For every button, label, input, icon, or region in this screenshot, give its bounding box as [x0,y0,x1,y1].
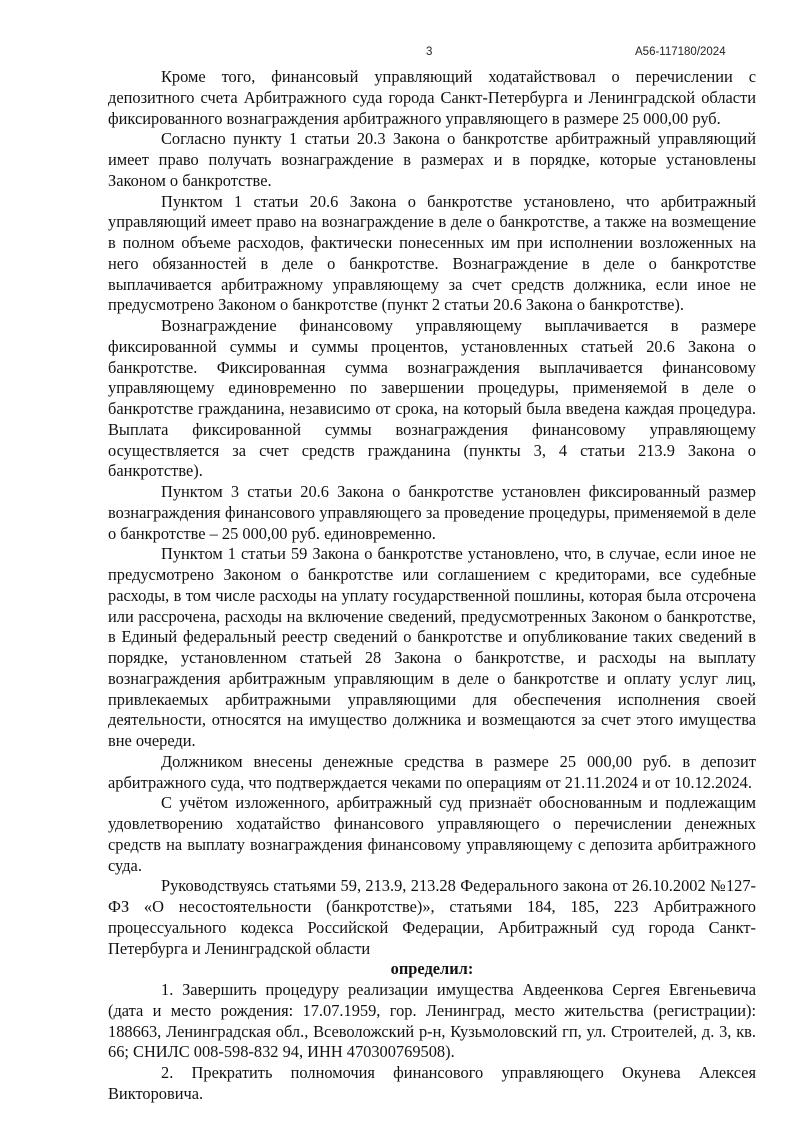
paragraph-deposit: Должником внесены денежные средства в размере 25 000,00 руб. в депозит арбитражного суда, что подтверждается чеками по операциям от 21.11.2024 и от 10.12.2024. [108,751,756,792]
ruling-item-1: 1. Завершить процедуру реализации имущества Авдеенкова Сергея Евгеньевича (дата и место рождения: 17.07.1959, гор. Ленинград, место жительства (регистрации): 188663, Ленинградская обл., Всеволожский р-н, Кузьмоловский гп, ул. Строителей, д. 3, кв. 66; СНИЛС 008-598-832 94, ИНН 470300769508). [108,980,756,1062]
page-header [0,46,800,66]
paragraph-fee-request: Кроме того, финансовый управляющий ходатайствовал о перечислении с депозитного счета Арбитражного суда города Санкт-Петербурга и Ленинградской области фиксированного вознаграждения арбитражного управляющего в размере 25 000,00 руб. [108,67,756,128]
paragraph-article-59: Пунктом 1 статьи 59 Закона о банкротстве установлено, что, в случае, если иное не предусмотрено Законом о банкротстве или соглашением с кредиторами, все судебные расходы, в том числе расходы на уплату государственной пошлины, которая была отсрочена или рассрочена, расходы на включение сведений, предусмотренных Законом о банкротстве, в Единый федеральный реестр сведений о банкротстве и опубликование таких сведений в порядке, установленном статьей 28 Закона о банкротстве, и расходы на выплату вознаграждения арбитражным управляющим в деле о банкротстве и оплату услуг лиц, привлекаемых арбитражными управляющими для обеспечения исполнения своей деятельности, относятся на имущество должника и возмещаются за счет этого имущества вне очереди. [108,544,756,750]
paragraph-article-20-6-p1: Пунктом 1 статьи 20.6 Закона о банкротстве установлено, что арбитражный управляющий имеет право на вознаграждение в деле о банкротстве, а также на возмещение в полном объеме расходов, фактически понесенных им при исполнении возложенных на него обязанностей в деле о банкротстве. Вознаграждение в деле о банкротстве выплачивается арбитражному управляющему за счет средств должника, если иное не предусмотрено Законом о банкротстве (пункт 2 статьи 20.6 Закона о банкротстве). [108,191,756,315]
paragraph-article-20-6-p3: Пунктом 3 статьи 20.6 Закона о банкротстве установлен фиксированный размер вознаграждения финансового управляющего за проведение процедуры, применяемой в деле о банкротстве – 25 000,00 руб. единовременно. [108,482,756,543]
paragraph-legal-basis: Руководствуясь статьями 59, 213.9, 213.28 Федерального закона от 26.10.2002 №127-ФЗ «О несостоятельности (банкротстве)», статьями 184, 185, 223 Арбитражного процессуального кодекса Российской Федерации, Арбитражный суд города Санкт-Петербурга и Ленинградской области [108,876,756,958]
paragraph-court-conclusion: С учётом изложенного, арбитражный суд признаёт обоснованным и подлежащим удовлетворению ходатайство финансового управляющего о перечислении денежных средств на выплату вознаграждения финансовому управляющему с депозита арбитражного суда. [108,793,756,875]
document-body [108,67,756,1105]
ruling-heading: определил: [390,959,474,979]
paragraph-fee-composition: Вознаграждение финансовому управляющему выплачивается в размере фиксированной суммы и суммы процентов, установленных статьей 20.6 Закона о банкротстве. Фиксированная сумма вознаграждения выплачивается финансовому управляющему единовременно по завершении процедуры, применяемой в деле о банкротстве гражданина, независимо от срока, на который была введена каждая процедура. Выплата фиксированной суммы вознаграждения финансовому управляющему осуществляется за счет средств гражданина (пункты 3, 4 статьи 213.9 Закона о банкротстве). [108,316,756,481]
paragraph-article-20-3: Согласно пункту 1 статьи 20.3 Закона о банкротстве арбитражный управляющий имеет право получать вознаграждение в размерах и в порядке, которые установлены Законом о банкротстве. [108,129,756,190]
case-number: А56-117180/2024 [635,46,726,58]
page-number: 3 [426,46,433,58]
ruling-item-2: 2. Прекратить полномочия финансового управляющего Окунева Алексея Викторовича. [108,1063,756,1103]
